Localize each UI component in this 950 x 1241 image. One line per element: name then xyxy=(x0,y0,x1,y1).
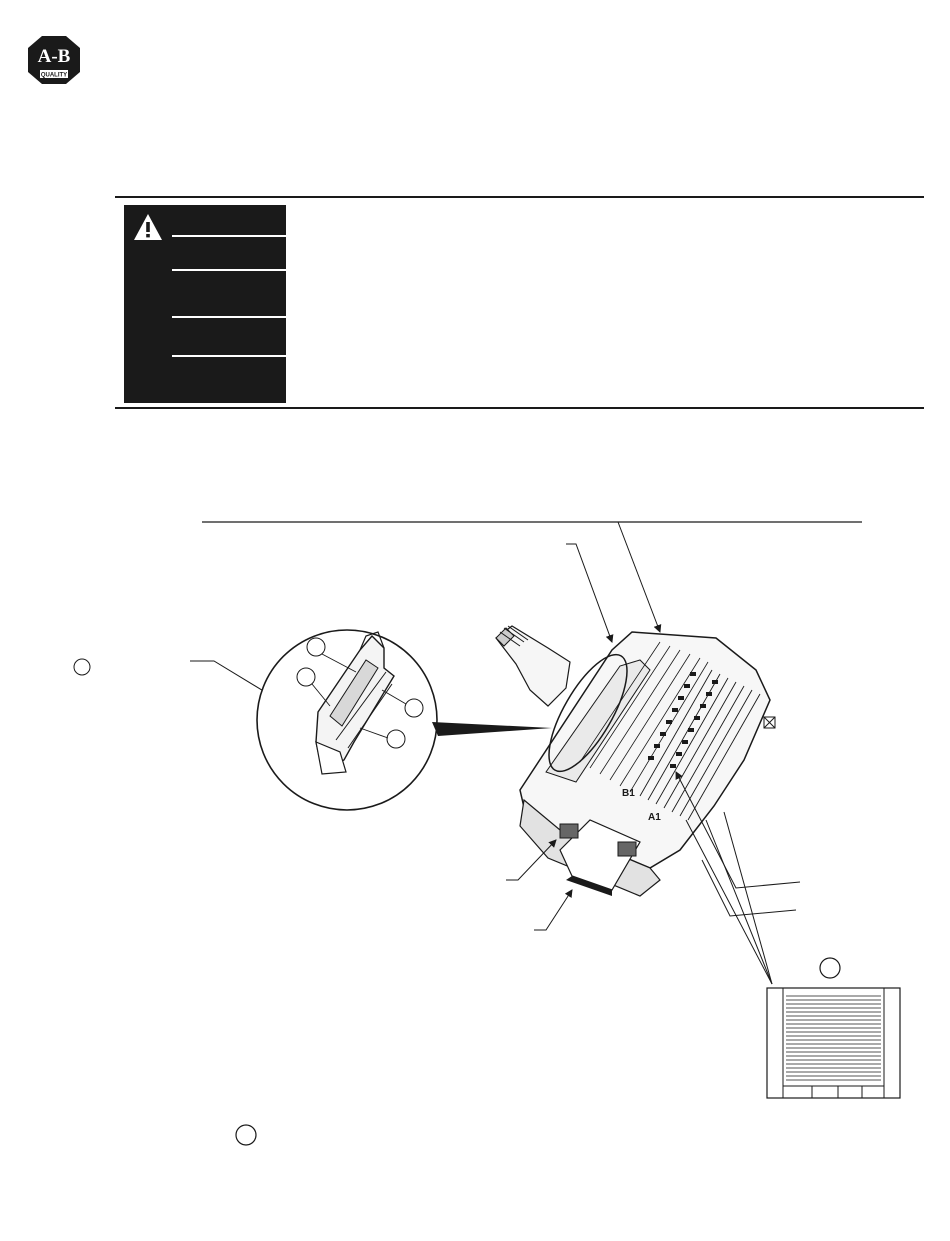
installation-figure xyxy=(0,500,950,1220)
leader-line xyxy=(706,820,772,984)
callout-circle xyxy=(74,659,90,675)
leader-line xyxy=(702,860,796,916)
leader-line xyxy=(618,522,660,632)
warning-bottom-rule xyxy=(115,407,924,409)
warning-divider xyxy=(172,316,286,318)
leader-line xyxy=(686,820,772,984)
warning-triangle-icon xyxy=(132,212,164,242)
warning-panel xyxy=(124,205,286,403)
warning-top-rule xyxy=(115,196,924,198)
allen-bradley-logo xyxy=(26,34,82,86)
terminal-marker-a1: A1 xyxy=(648,812,661,823)
logo-subtext: QUALITY xyxy=(40,72,68,79)
leader-line xyxy=(724,812,772,984)
warning-divider xyxy=(172,235,286,237)
label-card xyxy=(767,988,900,1098)
connector-plug xyxy=(496,626,570,706)
magnified-detail xyxy=(257,630,437,810)
logo-text: A-B xyxy=(37,46,71,67)
leader-line xyxy=(534,890,572,930)
terminal-marker-b1: B1 xyxy=(622,788,635,799)
warning-divider xyxy=(172,269,286,271)
callout-circle xyxy=(236,1125,256,1145)
callout-circle xyxy=(820,958,840,978)
magnification-wedge xyxy=(432,722,552,736)
ground-symbol xyxy=(764,717,775,728)
warning-divider xyxy=(172,355,286,357)
leader-line xyxy=(566,544,612,642)
